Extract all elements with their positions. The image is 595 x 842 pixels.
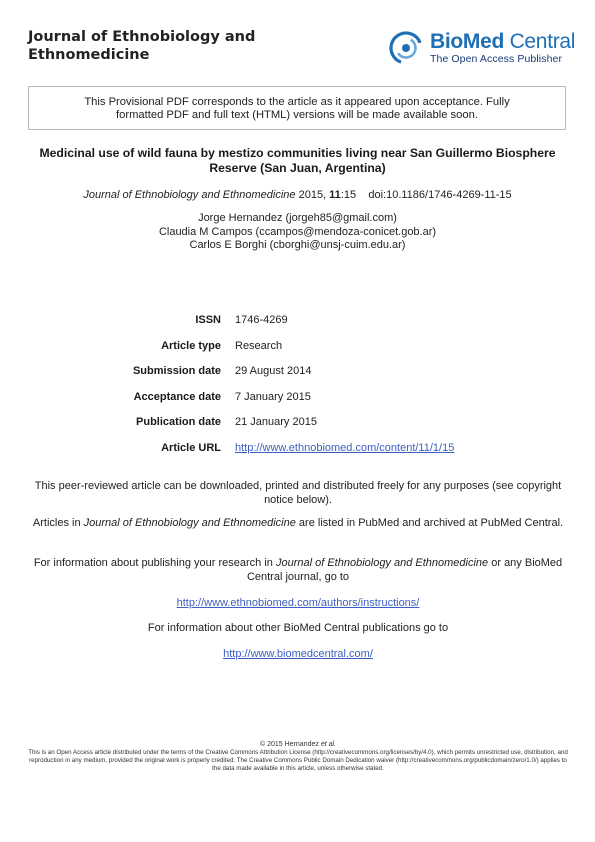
metadata-value: 29 August 2014 xyxy=(235,365,312,377)
journal-title-line2: Ethnomedicine xyxy=(28,47,150,63)
metadata-row-issn xyxy=(0,312,595,328)
citation-year: 2015, xyxy=(295,189,330,201)
biomedcentral-link[interactable]: http://www.biomedcentral.com/ xyxy=(223,648,373,660)
metadata-value: 1746-4269 xyxy=(235,314,288,326)
metadata-value: Research xyxy=(235,340,283,352)
license-footer xyxy=(28,741,568,773)
author-item: Jorge Hernandez (jorgeh85@gmail.com) xyxy=(198,212,397,224)
provisional-notice: This Provisional PDF corresponds to the article as it appeared upon acceptance. Fully formatted PDF and full text (HTML) versions will be made available soon. xyxy=(28,86,566,130)
pubmed-notice: Articles in Journal of Ethnobiology and Ethnomedicine are listed in PubMed and archived at PubMed Central. xyxy=(32,517,564,529)
biomed-central-logo xyxy=(388,30,576,66)
instructions-link-wrap xyxy=(28,597,568,611)
citation xyxy=(0,188,595,202)
metadata-row-acceptance-date xyxy=(0,389,595,405)
metadata-label: Article URL xyxy=(161,442,221,454)
author-item: Claudia M Campos (ccampos@mendoza-conicet.gob.ar) xyxy=(158,225,437,238)
citation-doi: doi:10.1186/1746-4269-11-15 xyxy=(368,189,512,201)
metadata-row-article-url xyxy=(0,440,595,456)
metadata-row-publication-date xyxy=(0,414,595,430)
journal-name: Journal of Ethnobiology and Ethnomedicine xyxy=(275,557,489,569)
logo-tagline: The Open Access Publisher xyxy=(430,53,563,65)
journal-title xyxy=(28,28,255,64)
biomed-link-wrap xyxy=(28,648,568,662)
biomed-swirl-icon xyxy=(388,30,426,66)
metadata-label: ISSN xyxy=(195,314,221,326)
metadata-row-article-type xyxy=(0,338,595,354)
peer-reviewed-notice: This peer-reviewed article can be downloaded, printed and distributed freely for any purposes (see copyright notice below). xyxy=(34,480,562,506)
metadata-label: Publication date xyxy=(136,416,221,428)
copyright-line: © 2015 Hernandez et al. xyxy=(260,741,336,748)
journal-name: Journal of Ethnobiology and Ethnomedicine xyxy=(83,517,296,529)
publishing-info: For information about publishing your research in Journal of Ethnobiology and Ethnomedicine or any BioMed Central journal, go to xyxy=(33,557,563,583)
metadata-value: 21 January 2015 xyxy=(235,416,317,428)
metadata-row-submission-date xyxy=(0,363,595,379)
license-text: This is an Open Access article distributed under the terms of the Creative Commons Attribution License (http://creativecommons.org/licenses/by/4.0), which permits unrestricted use, distribution, and reproduction in any medium, provided the original work is properly credited. The Creative Commons Public Domain Dedication waiver (http://creativecommons.org/publicdomain/zero/1.0/) applies to the data made available in this article, unless otherwise stated. xyxy=(28,749,568,772)
citation-volume: 11 xyxy=(329,189,341,201)
journal-title-line1: Journal of Ethnobiology and xyxy=(28,29,256,45)
metadata-value: 7 January 2015 xyxy=(235,391,311,403)
metadata-label: Article type xyxy=(161,340,221,352)
article-title: Medicinal use of wild fauna by mestizo communities living near San Guillermo Biosphere Reserve (San Juan, Argentina) xyxy=(39,146,556,175)
citation-page: :15 xyxy=(340,189,357,201)
citation-journal: Journal of Ethnobiology and Ethnomedicine xyxy=(83,189,296,201)
instructions-link[interactable]: http://www.ethnobiomed.com/authors/instructions/ xyxy=(176,597,420,609)
metadata-label: Submission date xyxy=(132,365,221,377)
logo-wordmark: BioMed Central xyxy=(430,30,576,53)
metadata-label: Acceptance date xyxy=(133,391,221,403)
other-publications-info: For information about other BioMed Central publications go to xyxy=(147,622,449,634)
author-list xyxy=(0,212,595,253)
article-url-link[interactable]: http://www.ethnobiomed.com/content/11/1/15 xyxy=(235,442,455,454)
author-item: Carlos E Borghi (cborghi@unsj-cuim.edu.ar) xyxy=(189,239,406,251)
